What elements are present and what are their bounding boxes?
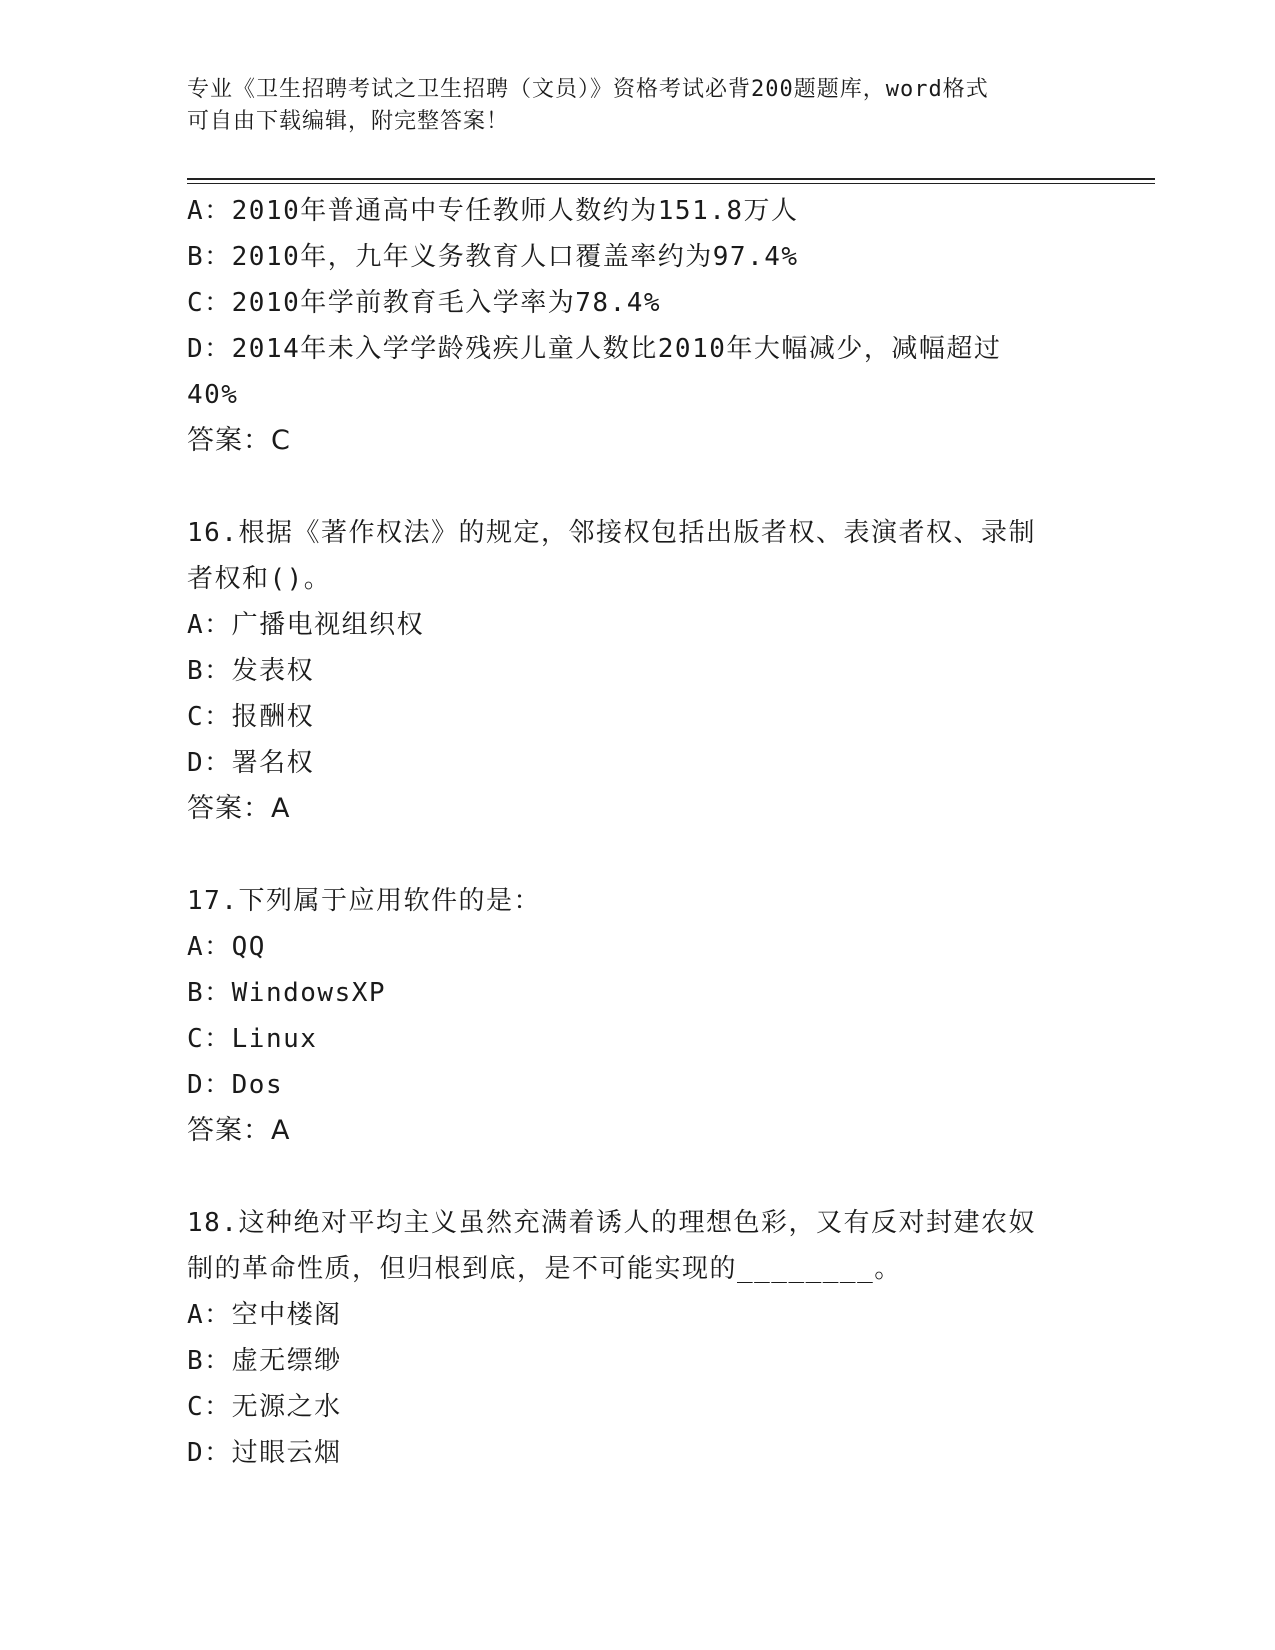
spacer xyxy=(187,832,1087,878)
q16-stem-line-2: 者权和()。 xyxy=(187,564,332,594)
q15-option-c: C：2010年学前教育毛入学率为78.4% xyxy=(187,288,662,318)
document-header xyxy=(187,74,1087,138)
q17-option-c: C：Linux xyxy=(187,1024,318,1054)
q17-option-d: D：Dos xyxy=(187,1070,284,1100)
q18-stem-line-1: 18.这种绝对平均主义虽然充满着诱人的理想色彩，又有反对封建农奴 xyxy=(187,1208,1036,1238)
header-divider-thick xyxy=(187,178,1155,180)
q18-stem-line-2: 制的革命性质，但归根到底，是不可能实现的________。 xyxy=(187,1254,902,1284)
q18-option-a: A：空中楼阁 xyxy=(187,1300,342,1330)
header-divider-thin xyxy=(187,183,1155,184)
q15-answer: 答案：C xyxy=(187,425,291,456)
q15-option-b: B：2010年，九年义务教育人口覆盖率约为97.4% xyxy=(187,242,799,272)
q17-option-a: A：QQ xyxy=(187,932,266,962)
q16-option-c: C：报酬权 xyxy=(187,702,315,732)
q15-option-d-line-2: 40% xyxy=(187,380,239,410)
q16-stem-line-1: 16.根据《著作权法》的规定，邻接权包括出版者权、表演者权、录制 xyxy=(187,518,1036,548)
q16-option-d: D：署名权 xyxy=(187,748,315,778)
spacer xyxy=(187,1154,1087,1200)
q16-option-a: A：广播电视组织权 xyxy=(187,610,425,640)
q17-stem: 17.下列属于应用软件的是： xyxy=(187,886,541,916)
q15-option-a: A：2010年普通高中专任教师人数约为151.8万人 xyxy=(187,196,799,226)
header-title-line-1: 专业《卫生招聘考试之卫生招聘（文员）》资格考试必背200题题库，word格式 xyxy=(187,77,989,102)
q16-option-b: B：发表权 xyxy=(187,656,315,686)
q18-option-c: C：无源之水 xyxy=(187,1392,342,1422)
q16-answer: 答案：A xyxy=(187,793,291,824)
question-17-block xyxy=(187,878,1087,1154)
question-list xyxy=(187,188,1087,1476)
question-16-block xyxy=(187,510,1087,832)
question-15-block xyxy=(187,188,1087,464)
q18-option-b: B：虚无缥缈 xyxy=(187,1346,342,1376)
q15-option-d-line-1: D：2014年未入学学龄残疾儿童人数比2010年大幅减少，减幅超过 xyxy=(187,334,1002,364)
q18-option-d: D：过眼云烟 xyxy=(187,1438,342,1468)
q17-answer: 答案：A xyxy=(187,1115,291,1146)
spacer xyxy=(187,464,1087,510)
question-18-block xyxy=(187,1200,1087,1476)
header-title-line-2: 可自由下载编辑，附完整答案！ xyxy=(187,109,510,134)
q17-option-b: B：WindowsXP xyxy=(187,978,387,1008)
